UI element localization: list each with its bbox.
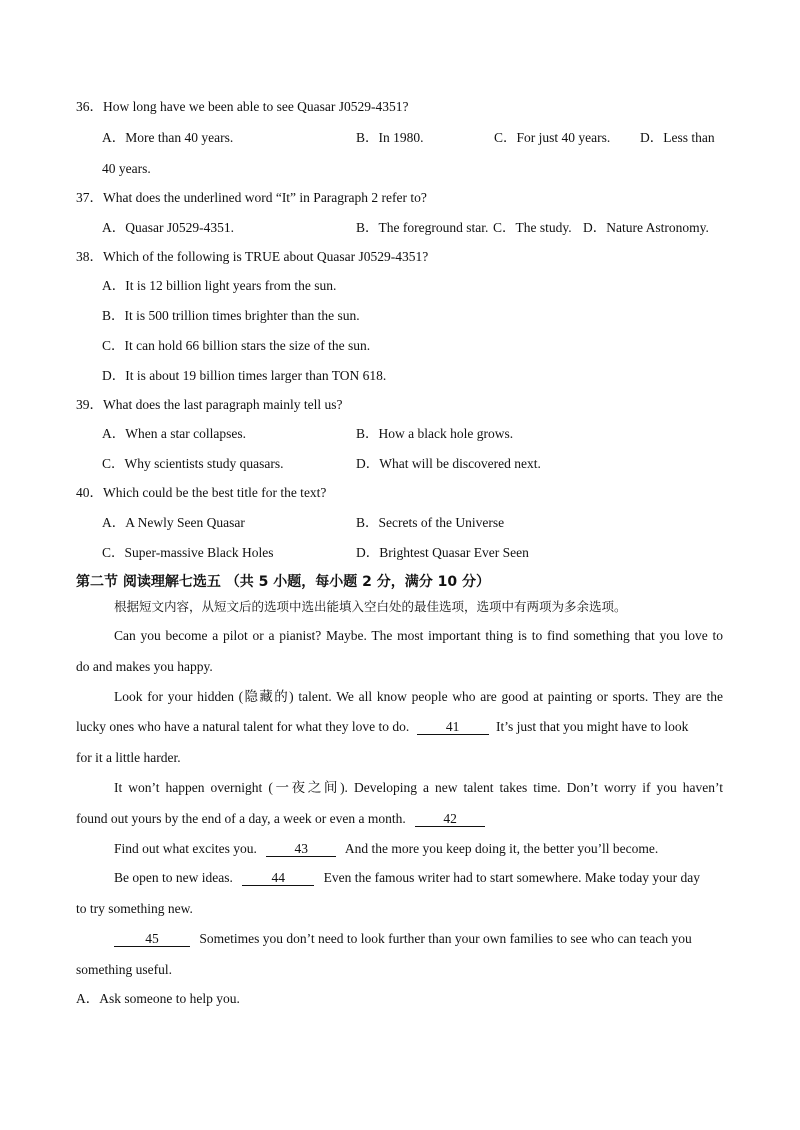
question-40-stem: 40．Which could be the best title for the text?: [76, 485, 327, 500]
blank-42[interactable]: 42: [415, 811, 485, 827]
passage-p6-line1: [114, 930, 692, 948]
question-36-option-a: A．More than 40 years.: [102, 130, 234, 145]
question-40-option-b: B．Secrets of the Universe: [356, 515, 505, 530]
question-39-stem: 39．What does the last paragraph mainly tell us?: [76, 397, 343, 412]
blank-41[interactable]: 41: [417, 719, 489, 735]
passage-text: Be open to new ideas.: [114, 870, 233, 885]
question-38-stem: 38．Which of the following is TRUE about Quasar J0529-4351?: [76, 249, 429, 264]
passage-p6-line2: something useful.: [76, 962, 172, 977]
passage-text: And the more you keep doing it, the better you’ll become.: [344, 841, 659, 856]
question-38-option-d: D．It is about 19 billion times larger than TON 618.: [102, 368, 387, 383]
blank-43[interactable]: 43: [266, 841, 336, 857]
passage-text: Find out what excites you.: [114, 841, 257, 856]
passage-text: Sometimes you don’t need to look further than your own families to see who can teach you: [199, 931, 692, 946]
question-36-option-c: C．For just 40 years.: [494, 130, 611, 145]
question-38-option-c: C．It can hold 66 billion stars the size of the sun.: [102, 338, 371, 353]
question-40-option-a: A．A Newly Seen Quasar: [102, 515, 245, 530]
question-40-option-c: C．Super-massive Black Holes: [102, 545, 274, 560]
passage-p1-line1: Can you become a pilot or a pianist? Maybe. The most important thing is to find something that you love to: [114, 628, 723, 643]
question-37-option-a: A．Quasar J0529-4351.: [102, 220, 234, 235]
passage-p2-line1: Look for your hidden (隐藏的) talent. We all know people who are good at painting or sports. They are the: [114, 689, 723, 704]
passage-p1-line2: do and makes you happy.: [76, 659, 213, 674]
section-instruction: 根据短文内容，从短文后的选项中选出能填入空白处的最佳选项，选项中有两项为多余选项。: [114, 599, 627, 614]
passage-text: Even the famous writer had to start somewhere. Make today your day: [323, 870, 700, 885]
blank-45[interactable]: 45: [114, 931, 190, 947]
question-36-stem: 36．How long have we been able to see Quasar J0529-4351?: [76, 99, 409, 114]
passage-p5-line1: [114, 869, 700, 887]
passage-text: It’s just that you might have to look: [496, 719, 689, 734]
question-39-option-a: A．When a star collapses.: [102, 426, 246, 441]
passage-p5-line2: to try something new.: [76, 901, 193, 916]
passage-p3-line1: It won’t happen overnight (一夜之间). Developing a new talent takes time. Don’t worry if you haven’t: [114, 780, 723, 795]
question-37-option-b: B．The foreground star.: [356, 220, 489, 235]
passage-p2-line2: [76, 718, 723, 736]
passage-text: found out yours by the end of a day, a week or even a month.: [76, 811, 406, 826]
blank-44[interactable]: 44: [242, 870, 314, 886]
question-37-stem: 37．What does the underlined word “It” in Paragraph 2 refer to?: [76, 190, 427, 205]
question-39-option-d: D．What will be discovered next.: [356, 456, 541, 471]
question-36-option-d: D．Less than: [640, 130, 715, 145]
question-37-option-c: C．The study.: [493, 220, 572, 235]
question-38-option-b: B．It is 500 trillion times brighter than the sun.: [102, 308, 360, 323]
seven-choose-five-option-a: A．Ask someone to help you.: [76, 991, 240, 1006]
question-39-option-b: B．How a black hole grows.: [356, 426, 514, 441]
passage-p2-line3: for it a little harder.: [76, 750, 181, 765]
passage-p3-line2: [76, 810, 485, 828]
question-40-option-d: D．Brightest Quasar Ever Seen: [356, 545, 529, 560]
question-36-option-d-cont: 40 years.: [102, 161, 151, 176]
section-heading: 第二节 阅读理解七选五 （共 5 小题，每小题 2 分，满分 10 分）: [76, 574, 490, 590]
question-37-option-d: D．Nature Astronomy.: [583, 220, 709, 235]
question-39-option-c: C．Why scientists study quasars.: [102, 456, 284, 471]
passage-p4: [114, 840, 658, 858]
question-36-option-b: B．In 1980.: [356, 130, 424, 145]
passage-text: lucky ones who have a natural talent for what they love to do.: [76, 719, 410, 734]
question-38-option-a: A．It is 12 billion light years from the sun.: [102, 278, 337, 293]
